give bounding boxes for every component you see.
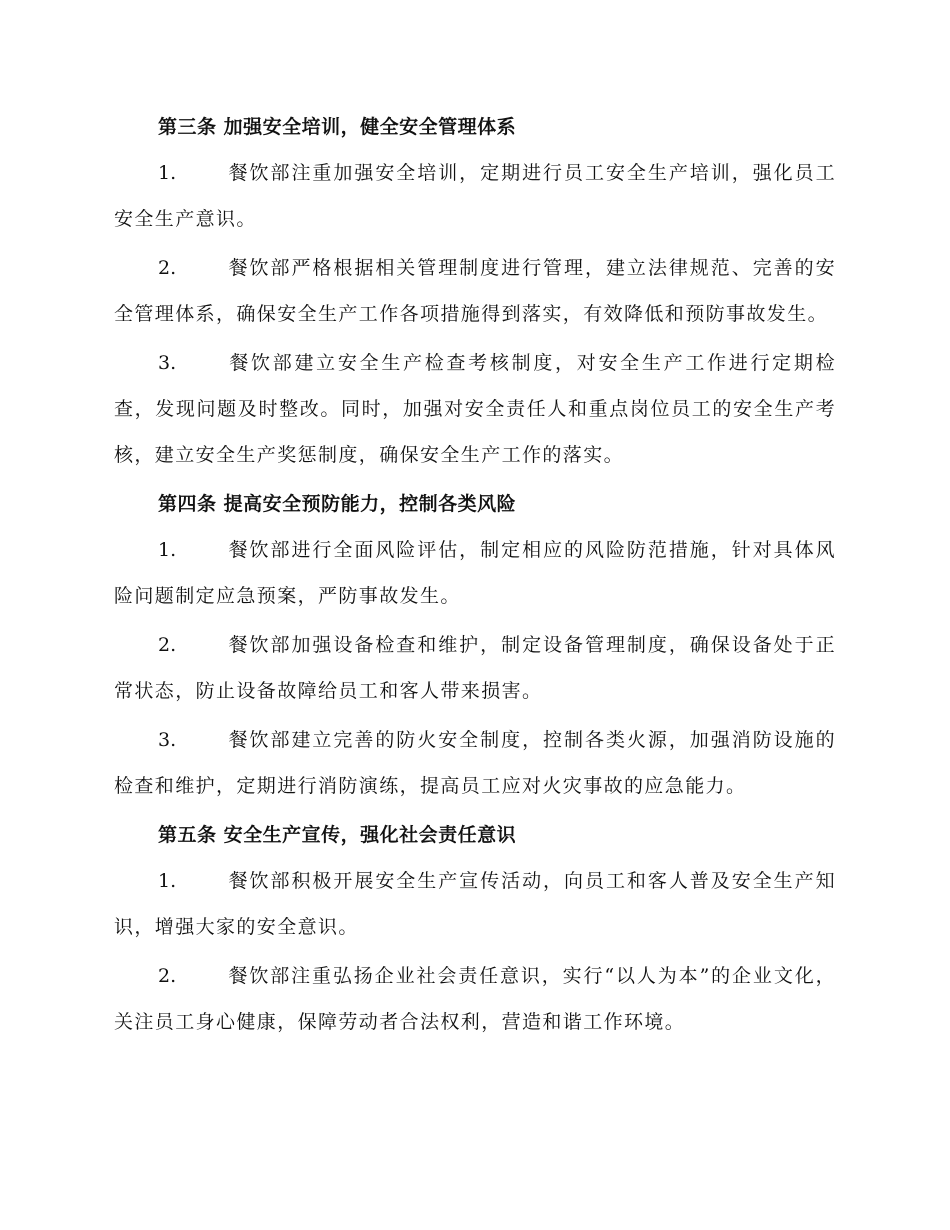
item-text: 餐饮部建立安全生产检查考核制度，对安全生产工作进行定期检查，发现问题及时整改。同时，加强对安全责任人和重点岗位员工的安全生产考核，建立安全生产奖惩制度，确保安全生产工作的落实。 bbox=[114, 352, 836, 466]
item-text: 餐饮部加强设备检查和维护，制定设备管理制度，确保设备处于正常状态，防止设备故障给员工和客人带来损害。 bbox=[114, 634, 836, 702]
item-number: 3. bbox=[158, 729, 177, 751]
item-number: 2. bbox=[158, 634, 177, 656]
item-text: 餐饮部严格根据相关管理制度进行管理，建立法律规范、完善的安全管理体系，确保安全生产工作各项措施得到落实，有效降低和预防事故发生。 bbox=[114, 257, 836, 325]
list-item bbox=[114, 858, 836, 950]
item-text: 餐饮部进行全面风险评估，制定相应的风险防范措施，针对具体风险问题制定应急预案，严防事故发生。 bbox=[114, 539, 836, 607]
section-heading: 第五条 安全生产宣传，强化社会责任意识 bbox=[158, 824, 517, 846]
item-text: 餐饮部注重弘扬企业社会责任意识，实行“以人为本”的企业文化，关注员工身心健康，保障劳动者合法权利，营造和谐工作环境。 bbox=[114, 965, 836, 1033]
item-number: 2. bbox=[158, 965, 177, 987]
item-text: 餐饮部积极开展安全生产宣传活动，向员工和客人普及安全生产知识，增强大家的安全意识。 bbox=[114, 870, 836, 938]
item-number: 3. bbox=[158, 352, 177, 374]
list-item bbox=[114, 622, 836, 714]
list-item bbox=[114, 340, 836, 478]
item-number: 1. bbox=[158, 539, 177, 561]
item-number: 1. bbox=[158, 870, 177, 892]
list-item bbox=[114, 527, 836, 619]
document-body bbox=[114, 104, 836, 1048]
item-number: 1. bbox=[158, 162, 177, 184]
list-item bbox=[114, 150, 836, 242]
section-heading: 第三条 加强安全培训，健全安全管理体系 bbox=[158, 116, 517, 138]
section-heading: 第四条 提高安全预防能力，控制各类风险 bbox=[158, 493, 517, 515]
list-item bbox=[114, 953, 836, 1045]
item-number: 2. bbox=[158, 257, 177, 279]
list-item bbox=[114, 245, 836, 337]
item-text: 餐饮部建立完善的防火安全制度，控制各类火源，加强消防设施的检查和维护，定期进行消防演练，提高员工应对火灾事故的应急能力。 bbox=[114, 729, 836, 797]
item-text: 餐饮部注重加强安全培训，定期进行员工安全生产培训，强化员工安全生产意识。 bbox=[114, 162, 836, 230]
list-item bbox=[114, 717, 836, 809]
